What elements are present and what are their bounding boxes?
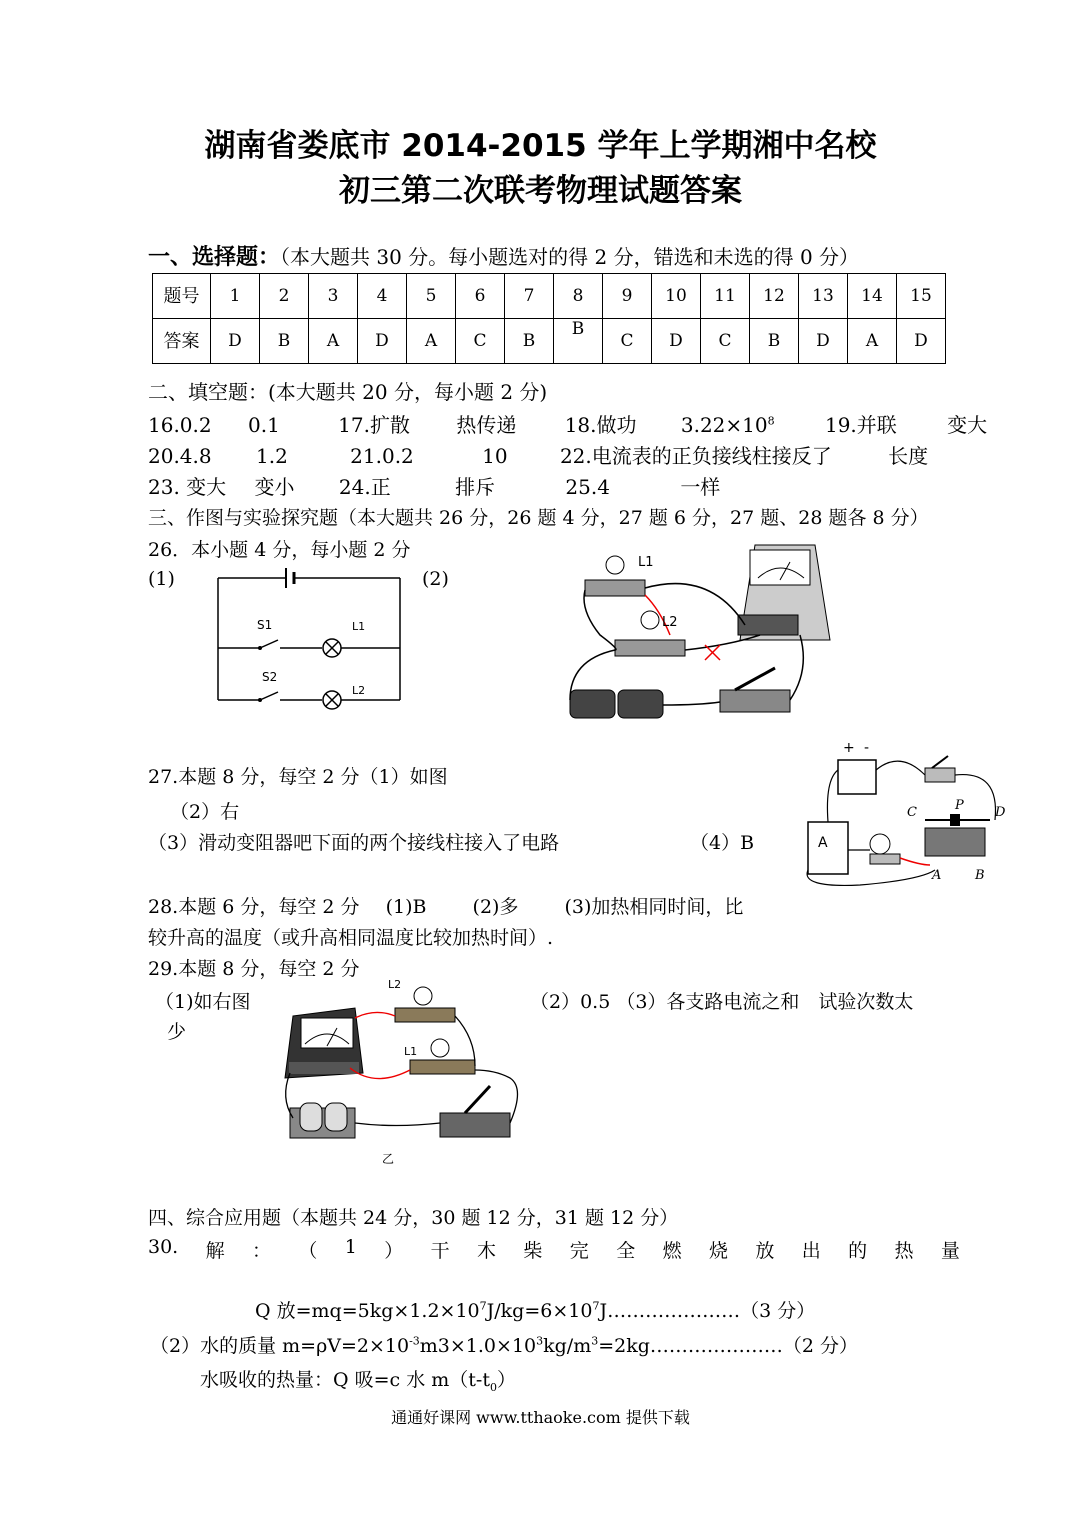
q30-line2: （2）水的质量 $m=\rho V=2\times 10^{-3}m3\times 1.0\times 10^3kg/m^3=2kg\dots\dots\dots\dots\dots\dots\dots(2$ 分） — [150, 1334, 859, 1357]
q30-char: ） — [384, 1240, 404, 1262]
q-number-cell: 9 — [603, 274, 652, 319]
answer-cell: D — [358, 319, 407, 364]
answer-25a: 25.4 — [565, 475, 610, 499]
q27-answer4: （4）B — [690, 832, 755, 854]
q26-text: 26．本小题 4 分，每小题 2 分 — [148, 539, 411, 561]
answer-24b: 排斥 — [455, 475, 496, 499]
photo-label-l1: L1 — [638, 555, 654, 570]
answer-23b: 变小 — [254, 475, 295, 499]
answer-21a: 21.0.2 — [350, 444, 414, 468]
rheostat-label-d: D — [995, 805, 1006, 820]
label-s1: S1 — [257, 618, 273, 632]
q29-label-l2: L2 — [388, 978, 402, 991]
answer-cell: D — [211, 319, 260, 364]
answer-19b: 变大 — [947, 413, 988, 437]
answer-22b: 长度 — [888, 444, 929, 468]
q-number-cell: 15 — [897, 274, 946, 319]
q30-char: 全 — [616, 1240, 636, 1262]
answer-cell: B — [750, 319, 799, 364]
answer-cell: A — [848, 319, 897, 364]
answer-cell: B — [260, 319, 309, 364]
row-label-number: 题号 — [153, 274, 211, 319]
answer-24a: 24.正 — [338, 475, 391, 499]
q28-answer1: (1)B — [385, 896, 427, 918]
q28-line1 — [148, 892, 743, 919]
q-number-cell: 14 — [848, 274, 897, 319]
answer-23a: 23. 变大 — [148, 475, 227, 499]
parallel-circuit-illustration — [275, 978, 525, 1158]
fill-line-3 — [148, 471, 720, 500]
q30-char: 柴 — [523, 1240, 543, 1262]
rheostat-label-c: C — [907, 805, 917, 820]
rheostat-label-a: A — [932, 868, 942, 883]
answer-cell: B — [505, 319, 554, 364]
q27-answer2: （2）右 — [170, 801, 240, 823]
q-number-cell: 1 — [211, 274, 260, 319]
rheostat-label-p: P — [955, 798, 964, 813]
answer-25b: 一样 — [680, 475, 721, 499]
answer-table-answer-row — [153, 319, 946, 364]
q30-char: 1 — [344, 1236, 357, 1258]
q-number-cell: 12 — [750, 274, 799, 319]
q30-char: 热 — [894, 1240, 914, 1262]
q-number-cell: 5 — [407, 274, 456, 319]
answer-cell: A — [407, 319, 456, 364]
q-number-cell: 10 — [652, 274, 701, 319]
physical-circuit-illustration — [560, 540, 840, 725]
rheostat-label-ammeter: A — [818, 835, 828, 851]
answer-cell: A — [309, 319, 358, 364]
q29-answer1-cont: 少 — [167, 1021, 187, 1043]
q-number-cell: 11 — [701, 274, 750, 319]
answer-17a: 17.扩散 — [338, 413, 410, 437]
answer-cell: C — [701, 319, 750, 364]
section1-note: （本大题共 30 分。每小题选对的得 2 分，错选和未选的得 0 分） — [280, 245, 860, 269]
q30-char: 烧 — [708, 1240, 728, 1262]
answer-table — [152, 273, 946, 364]
q30-char: 完 — [569, 1240, 589, 1262]
section1-header — [148, 240, 859, 271]
answer-20a: 20.4.8 — [148, 444, 212, 468]
q29-label-l1: L1 — [404, 1045, 418, 1058]
q29-text: 29.本题 8 分，每空 2 分 — [148, 958, 360, 980]
section4-heading: 四、综合应用题（本题共 24 分，30 题 12 分，31 题 12 分） — [148, 1207, 679, 1229]
footer: 通通好课网 www.tthaoke.com 提供下载 — [391, 1408, 690, 1427]
rheostat-label-minus: - — [864, 740, 870, 756]
q30-char: 解 — [205, 1240, 225, 1262]
photo-label-l2: L2 — [662, 615, 678, 630]
q-number-cell: 8 — [554, 274, 603, 319]
q30-char: 燃 — [662, 1240, 682, 1262]
q29-answers: （2）0.5 （3）各支路电流之和 试验次数太 — [530, 991, 914, 1013]
q30-line1: Q 放$=mq=5kg\times 1.2\times 10^7J/kg=6\times 10^7J\dots\dots\dots\dots\dots\dots\dots(3$ 分） — [255, 1299, 816, 1322]
q28-answer2: (2)多 — [472, 896, 519, 918]
fill-line-1 — [148, 409, 987, 438]
q-number-cell: 7 — [505, 274, 554, 319]
label-l1: L1 — [352, 620, 366, 633]
q-number-cell: 2 — [260, 274, 309, 319]
section2-heading: 二、填空题：(本大题共 20 分，每小题 2 分) — [148, 380, 548, 404]
q26-part2: (2) — [422, 568, 449, 590]
answer-cell: C — [603, 319, 652, 364]
answer-18a: 18.做功 — [564, 413, 637, 437]
answer-cell: D — [799, 319, 848, 364]
q30-char: （ — [298, 1240, 318, 1262]
q-number-cell: 6 — [456, 274, 505, 319]
q27-text: 27.本题 8 分，每空 2 分（1）如图 — [148, 766, 448, 788]
q30-char: 出 — [801, 1240, 821, 1262]
section3-heading: 三、作图与实验探究题（本大题共 26 分，26 题 4 分，27 题 6 分，27 题、28 题各 8 分） — [148, 507, 929, 529]
answer-16b: 0.1 — [247, 413, 280, 437]
q30-intro — [148, 1236, 960, 1263]
q30-char: 木 — [477, 1240, 497, 1262]
q29-label-bottom: 乙 — [382, 1152, 395, 1166]
answer-21b: 10 — [482, 444, 508, 468]
answer-cell: B — [554, 319, 603, 364]
answer-cell: D — [652, 319, 701, 364]
q28-line2: 较升高的温度（或升高相同温度比较加热时间）. — [148, 927, 554, 949]
q30-char: 放 — [755, 1240, 775, 1262]
answer-16a: 16.0.2 — [148, 413, 212, 437]
q-number-cell: 13 — [799, 274, 848, 319]
label-s2: S2 — [262, 670, 278, 684]
answer-table-number-row — [153, 274, 946, 319]
answer-19a: 19.并联 — [824, 413, 897, 437]
rheostat-label-plus: + — [843, 740, 855, 756]
q26-part1: (1) — [148, 568, 175, 590]
row-label-answer: 答案 — [153, 319, 211, 364]
q30-char: ： — [251, 1240, 271, 1262]
q28-text: 28.本题 6 分，每空 2 分 — [148, 896, 360, 918]
q30-char: 干 — [430, 1240, 450, 1262]
q30-char: 的 — [848, 1240, 868, 1262]
q28-answer3: (3)加热相同时间，比 — [564, 896, 744, 918]
answer-18b: $3.22\times 10^8$ — [680, 413, 775, 437]
circuit-diagram — [210, 560, 410, 710]
page-title: 湖南省娄底市 2014-2015 学年上学期湘中名校 — [204, 128, 877, 164]
q-number-cell: 4 — [358, 274, 407, 319]
q29-answer1: （1)如右图 — [155, 991, 251, 1013]
label-l2: L2 — [352, 684, 366, 697]
answer-cell: D — [897, 319, 946, 364]
q30-char: 量 — [940, 1240, 960, 1262]
section1-heading: 一、选择题： — [148, 245, 281, 270]
answer-20b: 1.2 — [255, 444, 288, 468]
rheostat-label-b: B — [975, 868, 985, 883]
q-number-cell: 3 — [309, 274, 358, 319]
answer-17b: 热传递 — [456, 413, 517, 437]
q30-line3: 水吸收的热量：Q 吸=c 水 $m(t-t_0)$ — [200, 1369, 516, 1394]
q27-answer3: （3）滑动变阻器吧下面的两个接线柱接入了电路 — [148, 832, 560, 854]
answer-22a: 22.电流表的正负接线柱接反了 — [559, 444, 832, 468]
fill-line-2 — [148, 440, 928, 469]
q30-char: 30. — [148, 1236, 179, 1258]
page-subtitle: 初三第二次联考物理试题答案 — [339, 173, 742, 209]
answer-cell: C — [456, 319, 505, 364]
